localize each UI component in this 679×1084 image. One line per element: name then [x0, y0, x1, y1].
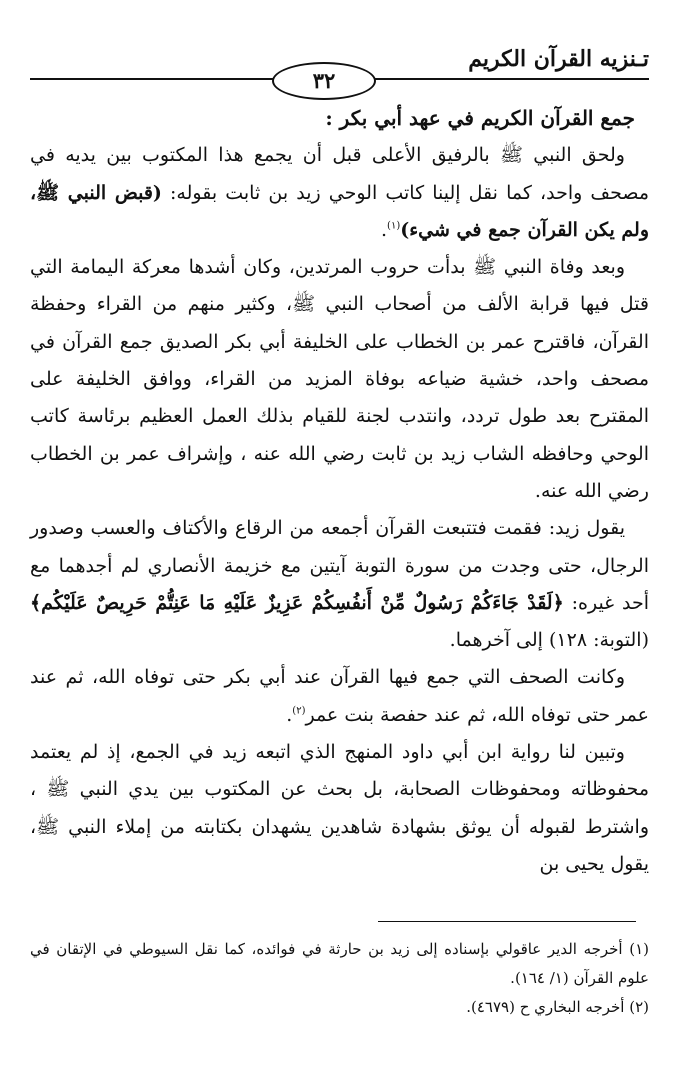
paragraph-1	[30, 137, 649, 249]
footnote-1: (١) أخرجه الدير عاقولي بإسناده إلى زيد بن حارثة في فوائده، كما نقل السيوطي في الإتقان في علوم القرآن (١/ ١٦٤).	[30, 940, 649, 987]
running-title: تـنزيه القرآن الكريم	[468, 46, 649, 72]
paragraph-4-text: وكانت الصحف التي جمع فيها القرآن عند أبي بكر حتى توفاه الله، ثم عند عمر حتى توفاه الله، ثم عند حفصة بنت عمر	[30, 666, 649, 726]
footnote-divider	[378, 921, 636, 922]
paragraph-5: وتبين لنا رواية ابن أبي داود المنهج الذي اتبعه زيد في الجمع، إذ لم يعتمد محفوظاته ومحفوظات الصحابة، بل بحث عن المكتوب بين يدي النبي ﷺ ، واشترط لقبوله أن يوثق بشهادة شاهدين يشهدان بكتابته من إملاء النبي ﷺ، يقول يحيى بن	[30, 741, 649, 875]
footnote-ref-1[interactable]: (١)	[387, 220, 401, 232]
page-number-badge: ٣٢	[272, 62, 376, 100]
paragraph-1-end: .	[381, 218, 388, 241]
paragraph-4-end: .	[286, 703, 293, 726]
footnote-ref-2[interactable]: (٢)	[292, 705, 306, 717]
main-text	[30, 100, 649, 883]
paragraph-3-text: يقول زيد: فقمت فتتبعت القرآن أجمعه من الرقاع والأكتاف والعسب وصدور الرجال، حتى وجدت من سورة التوبة آيتين مع خزيمة الأنصاري لم أجدهما مع أحد غيره:	[30, 517, 649, 614]
paragraph-1-text: ولحق النبي ﷺ بالرفيق الأعلى قبل أن يجمع هذا المكتوب بين يديه في مصحف واحد، كما نقل إلينا كاتب الوحي زيد بن ثابت بقوله:	[30, 144, 649, 204]
paragraph-4	[30, 659, 649, 734]
quran-verse: ﴿لَقَدْ جَاءَكُمْ رَسُولٌ مِّنْ أَنفُسِكُمْ عَزِيزٌ عَلَيْهِ مَا عَنِتُّمْ حَرِيصٌ عَلَيْكُم﴾	[30, 591, 564, 614]
verse-citation: (التوبة: ١٢٨) إلى آخرهما.	[449, 629, 649, 652]
footnote-2: (٢) أخرجه البخاري ح (٤٦٧٩).	[466, 998, 649, 1016]
paragraph-3	[30, 510, 649, 659]
zaid-quote: (قبض النبي ﷺ، ولم يكن القرآن جمع في شيء)	[30, 181, 649, 241]
footnotes	[30, 935, 649, 1022]
running-header	[30, 44, 649, 93]
paragraph-2: وبعد وفاة النبي ﷺ بدأت حروب المرتدين، وكان أشدها معركة اليمامة التي قتل فيها قرابة الألف من أصحاب النبي ﷺ، وكثير منهم من القراء وحفظة القرآن، فاقترح عمر بن الخطاب على الخليفة أبي بكر الصديق جمع القرآن في مصحف واحد، خشية ضياعه بوفاة المزيد من القراء، ووافق الخليفة على المقترح بعد طول تردد، وانتدب لجنة للقيام بذلك العمل العظيم برئاسة كاتب الوحي وحافظه الشاب زيد بن ثابت رضي الله عنه ، وإشراف عمر بن الخطاب رضي الله عنه.	[30, 256, 649, 502]
section-heading: جمع القرآن الكريم في عهد أبي بكر :	[325, 106, 635, 130]
